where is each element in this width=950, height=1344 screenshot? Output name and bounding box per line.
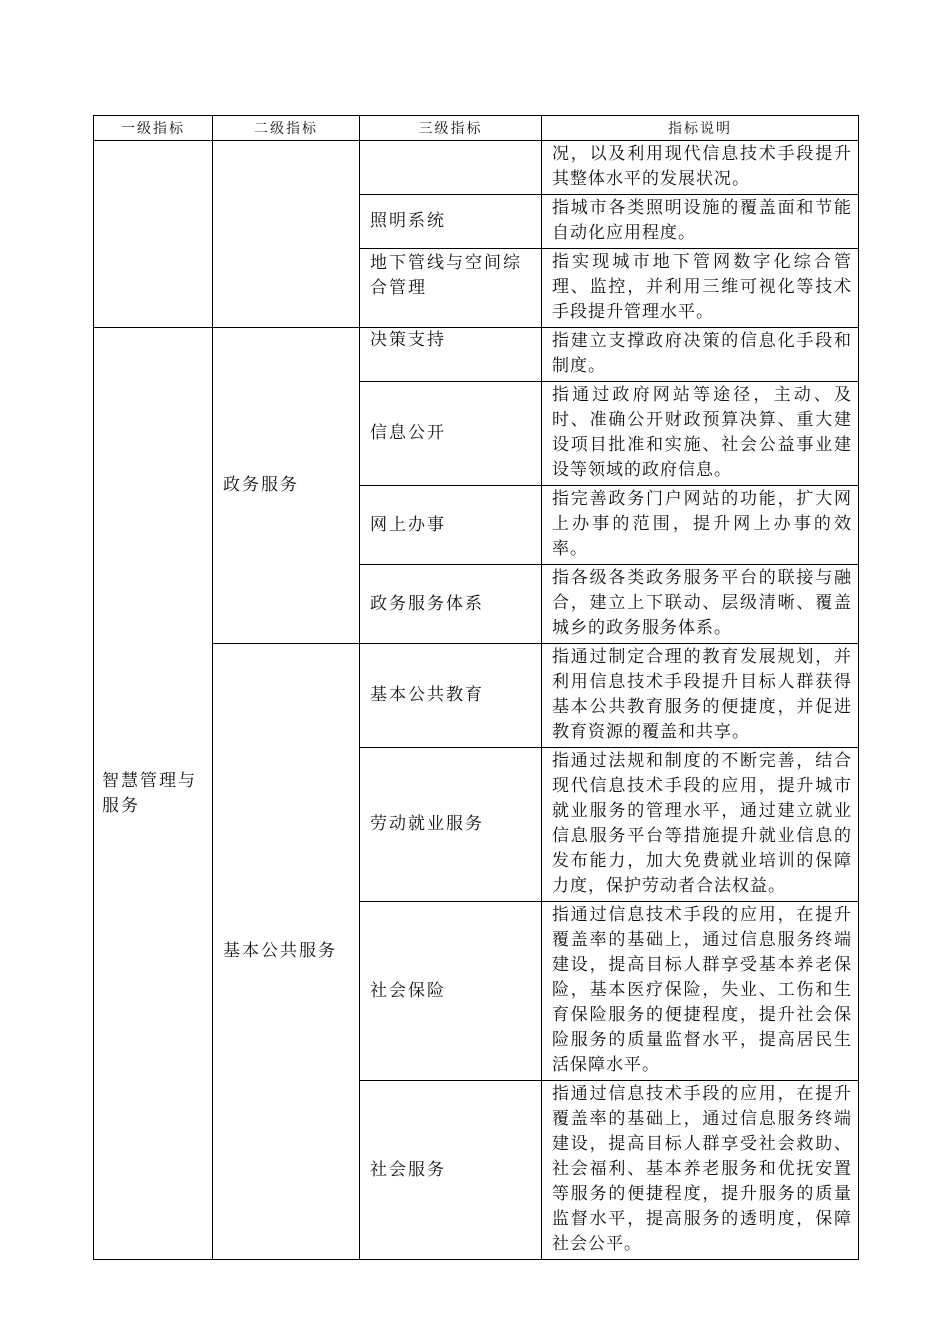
description-cell: 指各级各类政务服务平台的联接与融合，建立上下联动、层级清晰、覆盖城乡的政务服务体系。 xyxy=(542,565,859,644)
level3-cell: 决策支持 xyxy=(360,328,542,382)
level2-cell-empty xyxy=(213,141,360,328)
description-cell: 指通过信息技术手段的应用，在提升覆盖率的基础上，通过信息服务终端建设，提高目标人群享受社会救助、社会福利、基本养老服务和优抚安置等服务的便捷程度，提升服务的质量监督水平，提高服务的透明度，保障社会公平。 xyxy=(542,1081,859,1260)
level3-cell: 社会保险 xyxy=(360,902,542,1081)
description-cell: 指完善政务门户网站的功能，扩大网上办事的范围，提升网上办事的效率。 xyxy=(542,486,859,565)
description-cell: 指建立支撑政府决策的信息化手段和制度。 xyxy=(542,328,859,382)
level3-cell: 地下管线与空间综合管理 xyxy=(360,249,542,328)
level2-cell: 政务服务 xyxy=(213,328,360,644)
description-cell: 指通过政府网站等途径，主动、及时、准确公开财政预算决算、重大建设项目批准和实施、社会公益事业建设等领域的政府信息。 xyxy=(542,382,859,486)
header-level2: 二级指标 xyxy=(213,116,360,141)
level3-cell xyxy=(360,141,542,195)
table-row xyxy=(94,141,859,195)
table-row xyxy=(94,328,859,382)
description-cell: 指城市各类照明设施的覆盖面和节能自动化应用程度。 xyxy=(542,195,859,249)
level3-cell: 网上办事 xyxy=(360,486,542,565)
level3-cell: 政务服务体系 xyxy=(360,565,542,644)
description-cell: 指通过制定合理的教育发展规划，并利用信息技术手段提升目标人群获得基本公共教育服务的便捷度，并促进教育资源的覆盖和共享。 xyxy=(542,644,859,748)
level3-cell: 劳动就业服务 xyxy=(360,748,542,902)
header-description: 指标说明 xyxy=(542,116,859,141)
header-level1: 一级指标 xyxy=(94,116,213,141)
header-level3: 三级指标 xyxy=(360,116,542,141)
description-cell: 指通过法规和制度的不断完善，结合现代信息技术手段的应用，提升城市就业服务的管理水平，通过建立就业信息服务平台等措施提升就业信息的发布能力，加大免费就业培训的保障力度，保护劳动者合法权益。 xyxy=(542,748,859,902)
header-row xyxy=(94,116,859,141)
level2-cell: 基本公共服务 xyxy=(213,644,360,1260)
level3-cell: 社会服务 xyxy=(360,1081,542,1260)
description-cell: 指通过信息技术手段的应用，在提升覆盖率的基础上，通过信息服务终端建设，提高目标人群享受基本养老保险，基本医疗保险，失业、工伤和生育保险服务的便捷程度，提升社会保险服务的质量监督水平，提高居民生活保障水平。 xyxy=(542,902,859,1081)
description-cell: 况，以及利用现代信息技术手段提升其整体水平的发展状况。 xyxy=(542,141,859,195)
indicator-table xyxy=(93,115,859,1260)
level3-cell: 信息公开 xyxy=(360,382,542,486)
level1-cell-empty xyxy=(94,141,213,328)
level3-cell: 基本公共教育 xyxy=(360,644,542,748)
level1-cell: 智慧管理与服务 xyxy=(94,328,213,1260)
level3-cell: 照明系统 xyxy=(360,195,542,249)
description-cell: 指实现城市地下管网数字化综合管理、监控，并利用三维可视化等技术手段提升管理水平。 xyxy=(542,249,859,328)
